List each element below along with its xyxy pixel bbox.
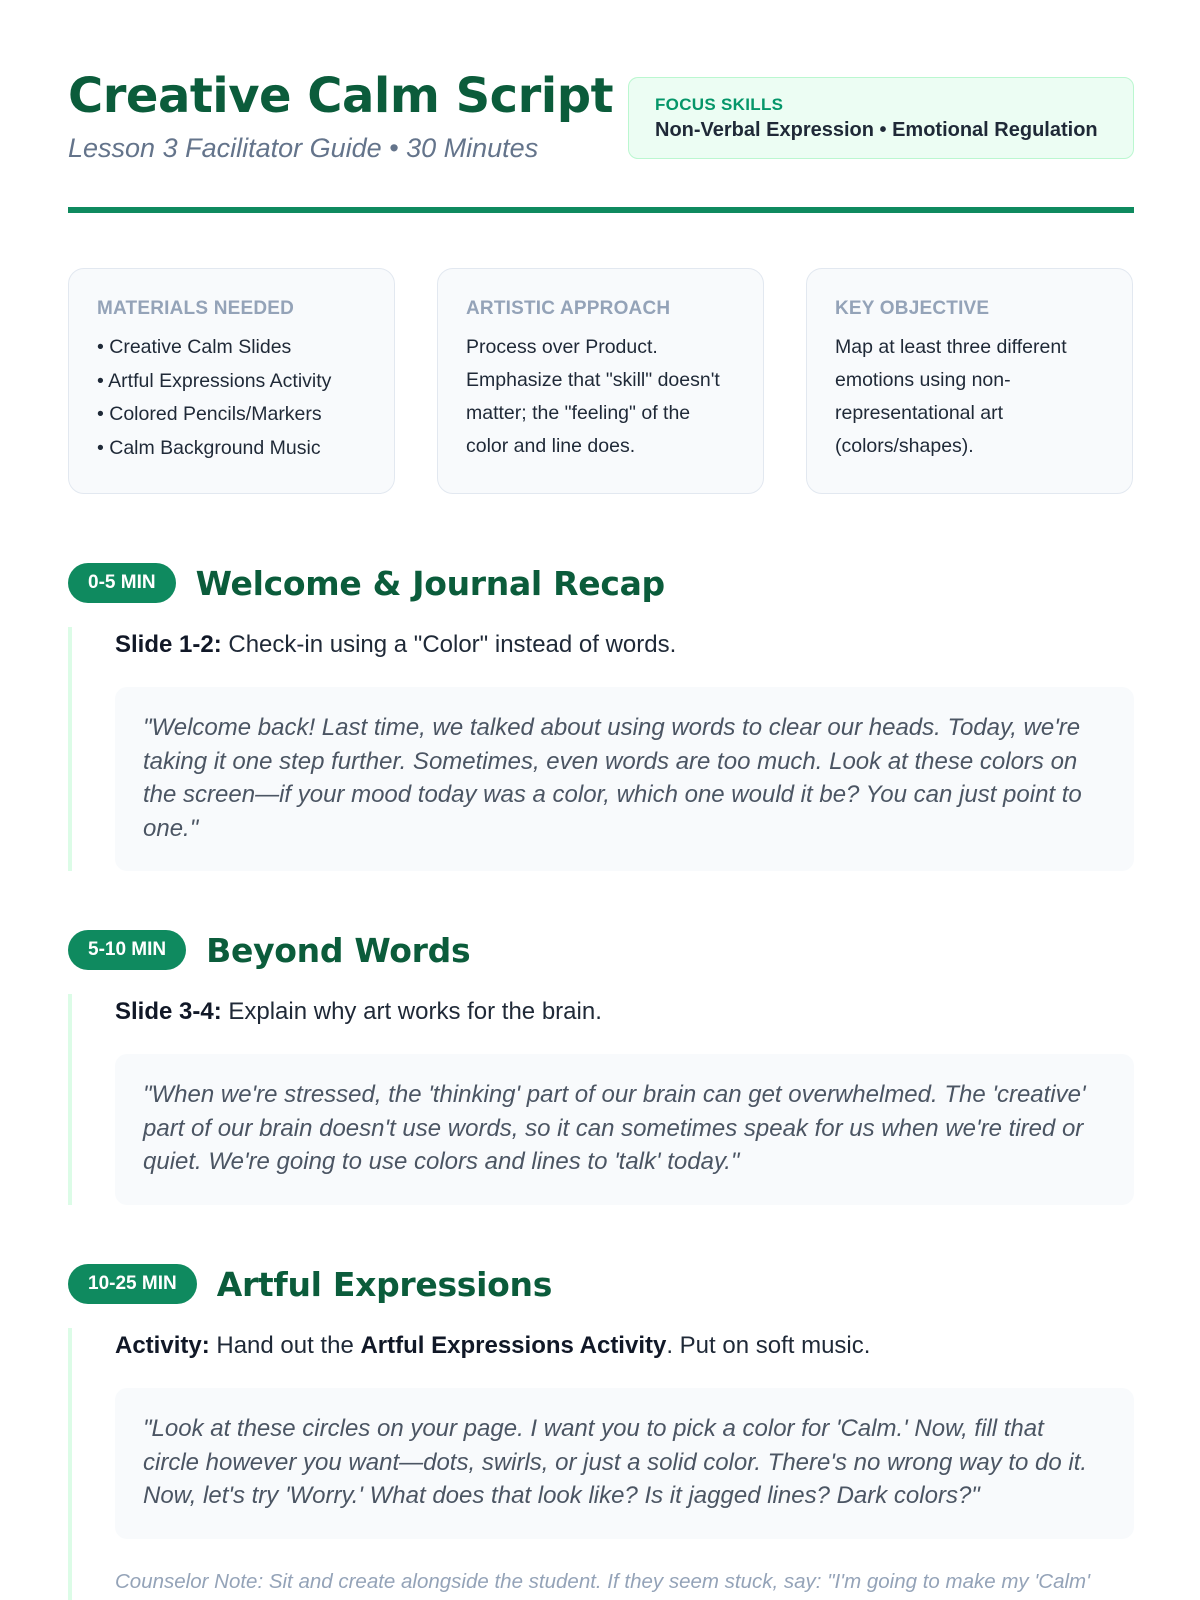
materials-item: • Calm Background Music [97,436,321,459]
objective-text: Map at least three different emotions using non-representational art (colors/shapes). [835,336,1067,457]
section-body [68,627,1134,871]
section-body [68,994,1134,1205]
slide-instruction [115,627,1134,661]
section-artful-expressions [68,1264,1134,1600]
materials-item: • Artful Expressions Activity [97,369,332,392]
instruction-text: Check-in using a "Color" instead of words. [221,631,677,658]
section-title: Welcome & Journal Recap [195,563,665,603]
materials-item: • Creative Calm Slides [97,336,292,358]
instruction-text: Hand out the [209,1332,361,1359]
section-title: Artful Expressions [216,1264,553,1304]
script-quote: "Welcome back! Last time, we talked about using words to clear our heads. Today, we're taking it one step further. Sometimes, even words are too much. Look at these colors on the screen—if your mood today was a color, which one would it be? You can just point to one." [115,687,1134,871]
section-beyond-words [68,930,1134,1205]
script-quote: "Look at these circles on your page. I want you to pick a color for 'Calm.' Now, fill that circle however you want—dots, swirls, or just a solid color. There's no wrong way to do it. Now, let's try 'Worry.' What does that look like? Is it jagged lines? Dark colors?" [115,1388,1134,1539]
section-body [68,1328,1134,1600]
activity-name: Artful Expressions Activity [360,1332,667,1359]
time-badge: 10-25 MIN [68,1264,197,1304]
section-header [68,1264,1134,1304]
page-header [68,66,1134,216]
slide-instruction [115,994,1134,1028]
objective-label: KEY OBJECTIVE [835,298,990,319]
time-badge: 0-5 MIN [68,563,176,603]
instruction-text: . Put on soft music. [666,1332,871,1359]
section-header [68,930,1134,970]
approach-card [437,268,764,494]
materials-label: MATERIALS NEEDED [97,298,295,319]
materials-item: • Colored Pencils/Markers [97,403,322,425]
script-quote: "When we're stressed, the 'thinking' part of our brain can get overwhelmed. The 'creative' part of our brain doesn't use words, so it can sometimes speak for us when we're tired or quiet. We're going to use colors and lines to 'talk' today." [115,1054,1134,1205]
objective-card [806,268,1133,494]
instruction-label: Activity: [115,1332,210,1359]
activity-instruction [115,1328,1134,1362]
focus-skills-value: Non-Verbal Expression • Emotional Regulation [655,119,1098,141]
section-header [68,563,1134,603]
time-badge: 5-10 MIN [68,930,186,970]
materials-card [68,268,395,494]
counselor-note: Counselor Note: Sit and create alongside the student. If they seem stuck, say: "I'm going to make my 'Calm' [115,1569,1091,1593]
focus-skills-box [628,77,1134,159]
header-divider [68,207,1134,213]
instruction-label: Slide 3-4: [115,998,222,1025]
focus-skills-label: FOCUS SKILLS [655,95,784,114]
info-cards [68,268,1134,494]
materials-list [97,331,368,465]
section-title: Beyond Words [206,930,471,970]
instruction-label: Slide 1-2: [115,631,222,658]
approach-label: ARTISTIC APPROACH [466,298,671,319]
section-welcome [68,563,1134,871]
instruction-text: Explain why art works for the brain. [221,998,602,1025]
approach-text: Process over Product. Emphasize that "skill" doesn't matter; the "feeling" of the color and line does. [466,336,720,457]
page-subtitle: Lesson 3 Facilitator Guide • 30 Minutes [68,133,539,163]
page-title: Creative Calm Script [68,68,614,124]
